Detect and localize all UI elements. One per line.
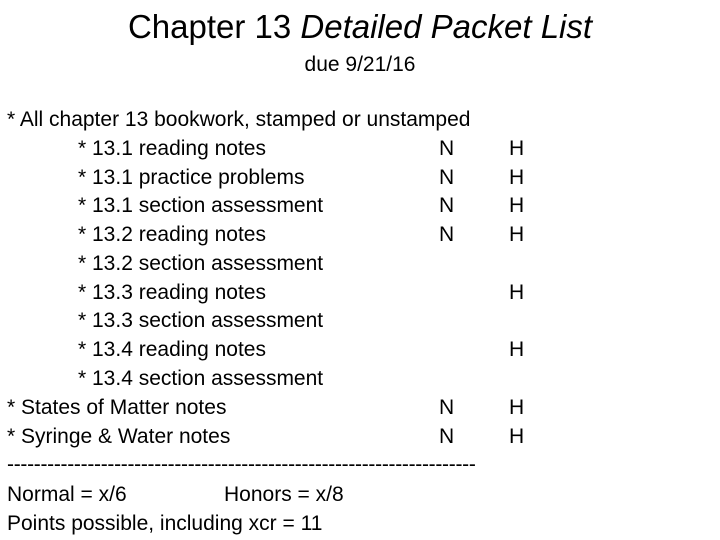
grading-normal: Normal = x/6 [7,483,127,506]
packet-item-label: * 13.1 reading notes [78,137,266,160]
points-possible: Points possible, including xcr = 11 [7,512,323,535]
title-subtitle: Detailed Packet List [300,8,593,45]
honors-mark: H [509,425,525,448]
honors-mark: H [509,166,525,189]
extra-item-label: * States of Matter notes [7,396,227,419]
normal-mark: N [439,194,455,217]
packet-item-label: * 13.1 section assessment [78,194,324,217]
normal-mark: N [439,137,455,160]
packet-item-label: * 13.3 reading notes [78,281,266,304]
normal-mark: N [439,223,455,246]
packet-item-label: * 13.1 practice problems [78,166,305,189]
packet-item-label: * 13.4 section assessment [78,367,324,390]
honors-mark: H [509,194,525,217]
packet-item-label: * 13.2 reading notes [78,223,266,246]
honors-mark: H [509,281,525,304]
page-title [0,7,720,47]
bookwork-heading: * All chapter 13 bookwork, stamped or unstamped [7,108,471,131]
normal-mark: N [439,396,455,419]
honors-mark: H [509,338,525,361]
due-date: due 9/21/16 [304,53,416,76]
honors-mark: H [509,137,525,160]
extra-item-label: * Syringe & Water notes [7,425,231,448]
normal-mark: N [439,166,455,189]
title-chapter: Chapter 13 [127,8,292,45]
packet-item-label: * 13.2 section assessment [78,252,324,275]
dashed-divider: ---------------------------------------------------------------------- [7,453,476,476]
honors-mark: H [509,223,525,246]
packet-item-label: * 13.4 reading notes [78,338,266,361]
packet-item-label: * 13.3 section assessment [78,309,324,332]
grading-honors: Honors = x/8 [224,483,344,506]
normal-mark: N [439,425,455,448]
honors-mark: H [509,396,525,419]
